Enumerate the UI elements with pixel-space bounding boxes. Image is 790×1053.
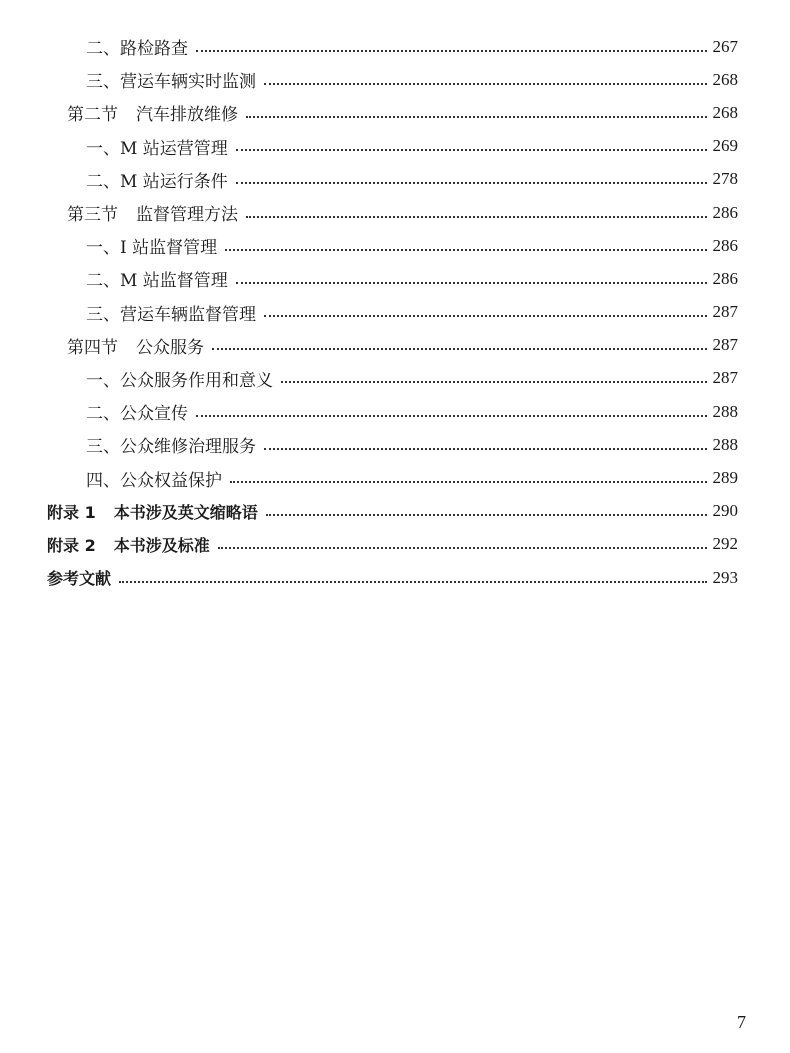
dot-leader [246,116,707,118]
toc-entry-page: 269 [712,136,738,156]
toc-entry-title [86,67,256,92]
toc-entry-title [67,100,238,125]
toc-entry-page: 293 [712,567,738,587]
toc-entry-page: 267 [712,36,738,56]
toc-entry-page: 292 [712,534,738,554]
toc-entry-page: 287 [712,335,738,355]
toc-entry-title [67,200,238,225]
toc-entry[interactable] [0,63,790,96]
toc-entry-label: 一、I 站监督管理 [86,238,218,259]
toc-entry-title [86,266,228,291]
toc-entry-label: 二、M 站监督管理 [86,271,228,292]
toc-entry-prefix: 第二节 [67,105,118,126]
toc-entry-title [86,34,188,59]
dot-leader [119,581,706,583]
toc-entry-label: 一、公众服务作用和意义 [86,370,273,391]
toc-entry-label: 三、营运车辆监督管理 [86,304,256,325]
toc-entry-title [47,566,111,589]
toc-entry-page: 288 [712,434,738,454]
dot-leader [218,547,707,549]
toc-entry[interactable] [0,30,790,63]
toc-entry[interactable] [0,196,790,229]
toc-entry-title [47,533,210,556]
toc-entry-title [86,399,188,424]
toc-entry-label: 二、M 站运行条件 [86,171,228,192]
toc-entry-label: 三、营运车辆实时监测 [86,72,256,93]
toc-entry[interactable] [0,130,790,163]
toc-entry-label: 二、公众宣传 [86,404,188,425]
toc-entry-page: 286 [712,268,738,288]
dot-leader [212,348,707,350]
toc-entry[interactable] [0,329,790,362]
toc-entry[interactable] [0,262,790,295]
dot-leader [196,415,707,417]
toc-entry-page: 288 [712,401,738,421]
toc-entry-title [86,134,228,159]
toc-entry[interactable] [0,561,790,594]
toc-entry-label: 本书涉及标准 [113,535,210,555]
toc-entry[interactable] [0,528,790,561]
toc-entry-page: 287 [712,368,738,388]
toc-entry-title [67,333,204,358]
toc-entry-title [86,167,228,192]
toc-entry-page: 289 [712,468,738,488]
dot-leader [264,83,707,85]
toc-entry-page: 268 [712,102,738,122]
dot-leader [236,182,707,184]
dot-leader [281,381,707,383]
toc-entry-title [86,233,217,258]
toc-entry-label: 二、路检路查 [86,39,188,60]
toc-entry[interactable] [0,362,790,395]
toc-entry-prefix: 附录 2 [47,535,96,555]
dot-leader [266,514,707,516]
toc-entry[interactable] [0,296,790,329]
toc-entry-label: 三、公众维修治理服务 [86,437,256,458]
toc-entry-page: 287 [712,302,738,322]
toc-entry-title [86,366,273,391]
toc-entry[interactable] [0,96,790,129]
toc-entry-title [47,500,258,523]
dot-leader [196,50,707,52]
toc-entry-page: 268 [712,69,738,89]
toc-entry-page: 290 [712,501,738,521]
toc-entry-label: 四、公众权益保护 [86,470,222,491]
toc-entry-title [86,300,256,325]
dot-leader [230,481,707,483]
dot-leader [236,282,707,284]
toc-entry-label: 一、M 站运营管理 [86,138,228,159]
page-number: 7 [737,1012,746,1032]
toc-entry[interactable] [0,461,790,494]
toc-entry-title [86,432,256,457]
toc-entry-label: 汽车排放维修 [136,105,238,126]
dot-leader [236,149,707,151]
dot-leader [225,249,706,251]
toc-entry-page: 286 [712,235,738,255]
toc-entry-page: 286 [712,202,738,222]
dot-leader [264,448,707,450]
toc-entry[interactable] [0,229,790,262]
toc-entry-prefix: 第三节 [67,205,118,226]
toc-entry-title [86,466,222,491]
toc-entry-label: 公众服务 [136,337,204,358]
toc-entry[interactable] [0,495,790,528]
toc-entry[interactable] [0,163,790,196]
dot-leader [264,315,707,317]
dot-leader [246,216,707,218]
toc-entry-page: 278 [712,169,738,189]
toc-entry-label: 参考文献 [47,569,112,589]
toc-entry-label: 监督管理方法 [136,205,238,226]
toc-entry-prefix: 第四节 [67,337,118,358]
toc-entry-label: 本书涉及英文缩略语 [113,502,258,522]
table-of-contents [0,30,790,594]
toc-entry[interactable] [0,395,790,428]
toc-entry[interactable] [0,428,790,461]
toc-entry-prefix: 附录 1 [47,502,96,522]
